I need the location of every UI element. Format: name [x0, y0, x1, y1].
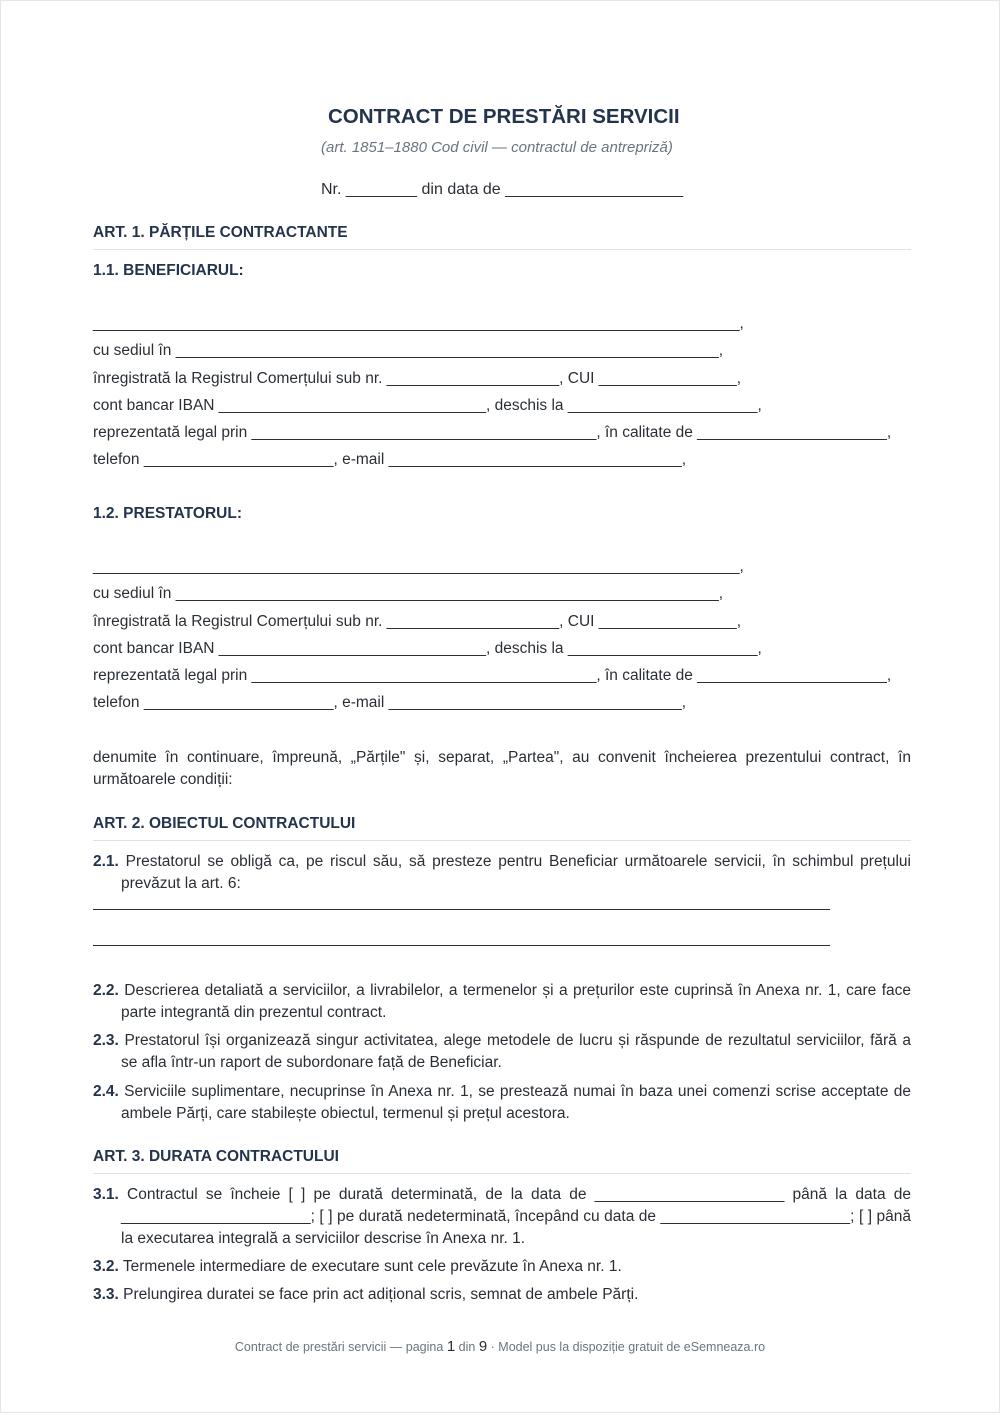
clause-3-3	[93, 1284, 911, 1306]
clause-text: Descrierea detaliată a serviciilor, a livrabilelor, a termenelor și a prețurilor este cuprinsă în Anexa nr. 1, care face parte integrantă din prezentul contract.	[121, 982, 911, 1021]
clause-3-2	[93, 1256, 911, 1278]
footer-total-pages: 9	[478, 1338, 488, 1355]
clause-text: Serviciile suplimentare, necuprinse în Anexa nr. 1, se prestează numai în baza unei comenzi scrise acceptate de ambele Părți, care stabilește obiectul, termenul și prețul acestora.	[121, 1083, 911, 1122]
provider-contact-line: telefon ______________________, e-mail __________________________________,	[93, 694, 687, 711]
provider-registry-line: înregistrată la Registrul Comerțului sub nr. ____________________, CUI ________________,	[93, 613, 742, 630]
services-blank-line-2	[93, 945, 830, 946]
clause-number: 2.4.	[93, 1083, 119, 1100]
clause-3-1	[93, 1184, 911, 1250]
clause-text: Prestatorul își organizează singur activitatea, alege metodele de lucru și răspunde de rezultatul serviciilor, fără a se afla într-un raport de subordonare față de Beneficiar.	[121, 1032, 911, 1071]
beneficiary-contact-line: telefon ______________________, e-mail __________________________________,	[93, 451, 687, 468]
beneficiary-heading: 1.1. BENEFICIARUL:	[93, 262, 244, 279]
document-title: CONTRACT DE PRESTĂRI SERVICII	[328, 105, 680, 128]
parties-closing-paragraph: denumite în continuare, împreună, „Părțile" și, separat, „Partea", au convenit încheierea prezentului contract, în următoarele condiții:	[93, 749, 911, 788]
provider-representative-line: reprezentată legal prin ________________________________________, în calitate de ______________________,	[93, 667, 892, 684]
clause-number: 3.2.	[93, 1258, 119, 1275]
contract-number-line: Nr. ________ din data de ____________________	[321, 181, 684, 198]
clause-number: 2.3.	[93, 1032, 119, 1049]
clause-2-2	[93, 980, 911, 1024]
clause-text: Prelungirea duratei se face prin act adițional scris, semnat de ambele Părți.	[123, 1286, 639, 1303]
clause-number: 2.2.	[93, 982, 119, 999]
clause-number: 3.1.	[93, 1186, 119, 1203]
footer-prefix: Contract de prestări servicii — pagina	[234, 1340, 444, 1354]
provider-name-line: ___________________________________________________________________________,	[93, 558, 744, 575]
provider-address-line: cu sediul în _______________________________________________________________,	[93, 585, 724, 602]
article-1-heading: ART. 1. PĂRȚILE CONTRACTANTE	[93, 224, 911, 250]
footer-of: din	[458, 1340, 476, 1354]
beneficiary-representative-line: reprezentată legal prin ________________________________________, în calitate de ______________________,	[93, 424, 892, 441]
clause-text: Contractul se încheie [ ] pe durată determinată, de la data de ______________________ până la data de ______________________; [ ] pe durată nedeterminată, începând cu data de ______________________; [ ] până la executarea integrală a serviciilor descrise în Anexa nr. 1.	[121, 1186, 911, 1247]
provider-bank-line: cont bancar IBAN _______________________________, deschis la ______________________,	[93, 640, 762, 657]
services-blank-line-1	[93, 909, 830, 910]
clause-text: Termenele intermediare de executare sunt cele prevăzute în Anexa nr. 1.	[122, 1258, 622, 1275]
footer-suffix: · Model pus la dispoziție gratuit de eSemneaza.ro	[490, 1340, 766, 1354]
article-2-heading: ART. 2. OBIECTUL CONTRACTULUI	[93, 815, 911, 841]
provider-heading: 1.2. PRESTATORUL:	[93, 505, 242, 522]
clause-2-3	[93, 1030, 911, 1074]
beneficiary-address-line: cu sediul în _______________________________________________________________,	[93, 342, 724, 359]
article-3-heading: ART. 3. DURATA CONTRACTULUI	[93, 1148, 911, 1174]
beneficiary-registry-line: înregistrată la Registrul Comerțului sub nr. ____________________, CUI ________________,	[93, 370, 742, 387]
document-subtitle: (art. 1851–1880 Cod civil — contractul de antrepriză)	[321, 139, 673, 156]
footer-page-number: 1	[446, 1338, 456, 1355]
clause-2-4	[93, 1081, 911, 1125]
clause-2-1	[93, 851, 911, 895]
clause-number: 3.3.	[93, 1286, 119, 1303]
beneficiary-name-line: ___________________________________________________________________________,	[93, 315, 744, 332]
page-footer	[1, 1338, 999, 1355]
clause-number: 2.1.	[93, 853, 119, 870]
beneficiary-bank-line: cont bancar IBAN _______________________________, deschis la ______________________,	[93, 397, 762, 414]
clause-text: Prestatorul se obligă ca, pe riscul său, să presteze pentru Beneficiar următoarele servicii, în schimbul prețului prevăzut la art. 6:	[121, 853, 911, 892]
